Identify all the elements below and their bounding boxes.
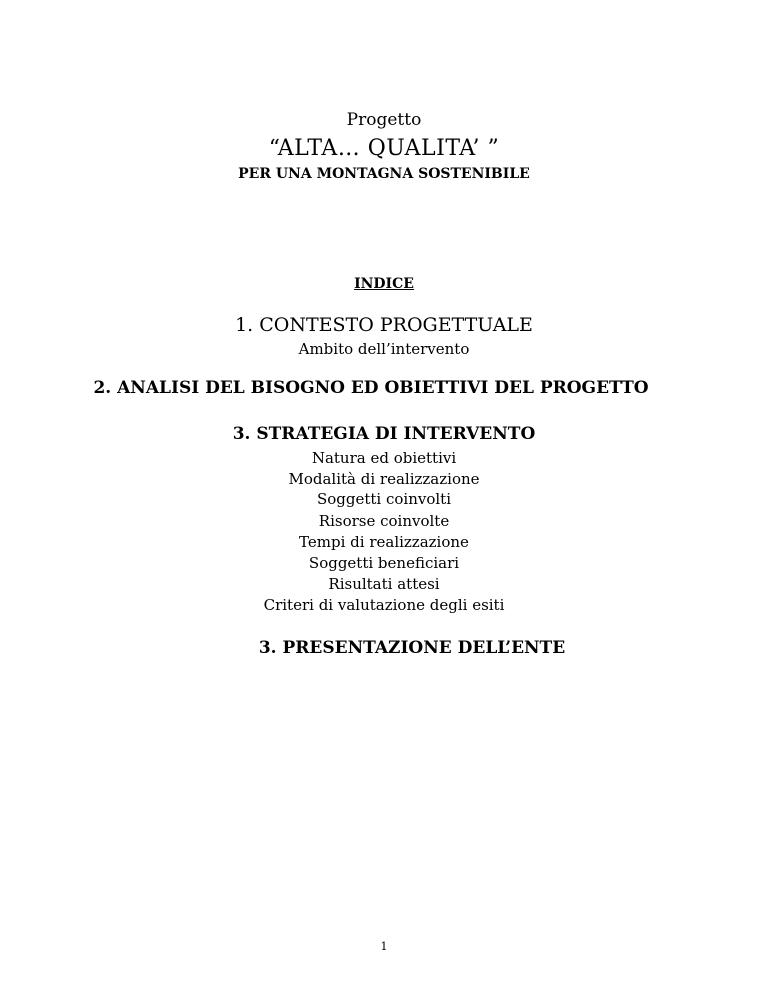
section-3-item: Natura ed obiettivi	[311, 449, 457, 467]
section-3-item: Tempi di realizzazione	[299, 533, 469, 551]
section-3-item: Soggetti beneficiari	[308, 554, 460, 572]
section-2-title: 2. ANALISI DEL BISOGNO ED OBIETTIVI DEL PROGETTO	[93, 378, 649, 398]
section-3-item: Risorse coinvolte	[318, 512, 450, 530]
project-subtitle: PER UNA MONTAGNA SOSTENIBILE	[238, 166, 530, 182]
section-3-item: Soggetti coinvolti	[316, 490, 452, 508]
project-label: Progetto	[346, 110, 422, 130]
section-1-item: Ambito dell’intervento	[298, 340, 470, 358]
section-3-title: 3. STRATEGIA DI INTERVENTO	[232, 424, 536, 444]
section-1-title: 1. CONTESTO PROGETTUALE	[235, 314, 533, 336]
page-number: 1	[380, 940, 388, 953]
index-heading: INDICE	[354, 276, 414, 292]
section-3-item: Criteri di valutazione degli esiti	[263, 596, 505, 614]
section-3-item: Risultati attesi	[328, 575, 440, 593]
project-name: “ALTA… QUALITA’ ”	[268, 136, 500, 161]
section-3-item: Modalità di realizzazione	[288, 470, 480, 488]
section-4-title: 3. PRESENTAZIONE DELL’ENTE	[258, 638, 566, 658]
